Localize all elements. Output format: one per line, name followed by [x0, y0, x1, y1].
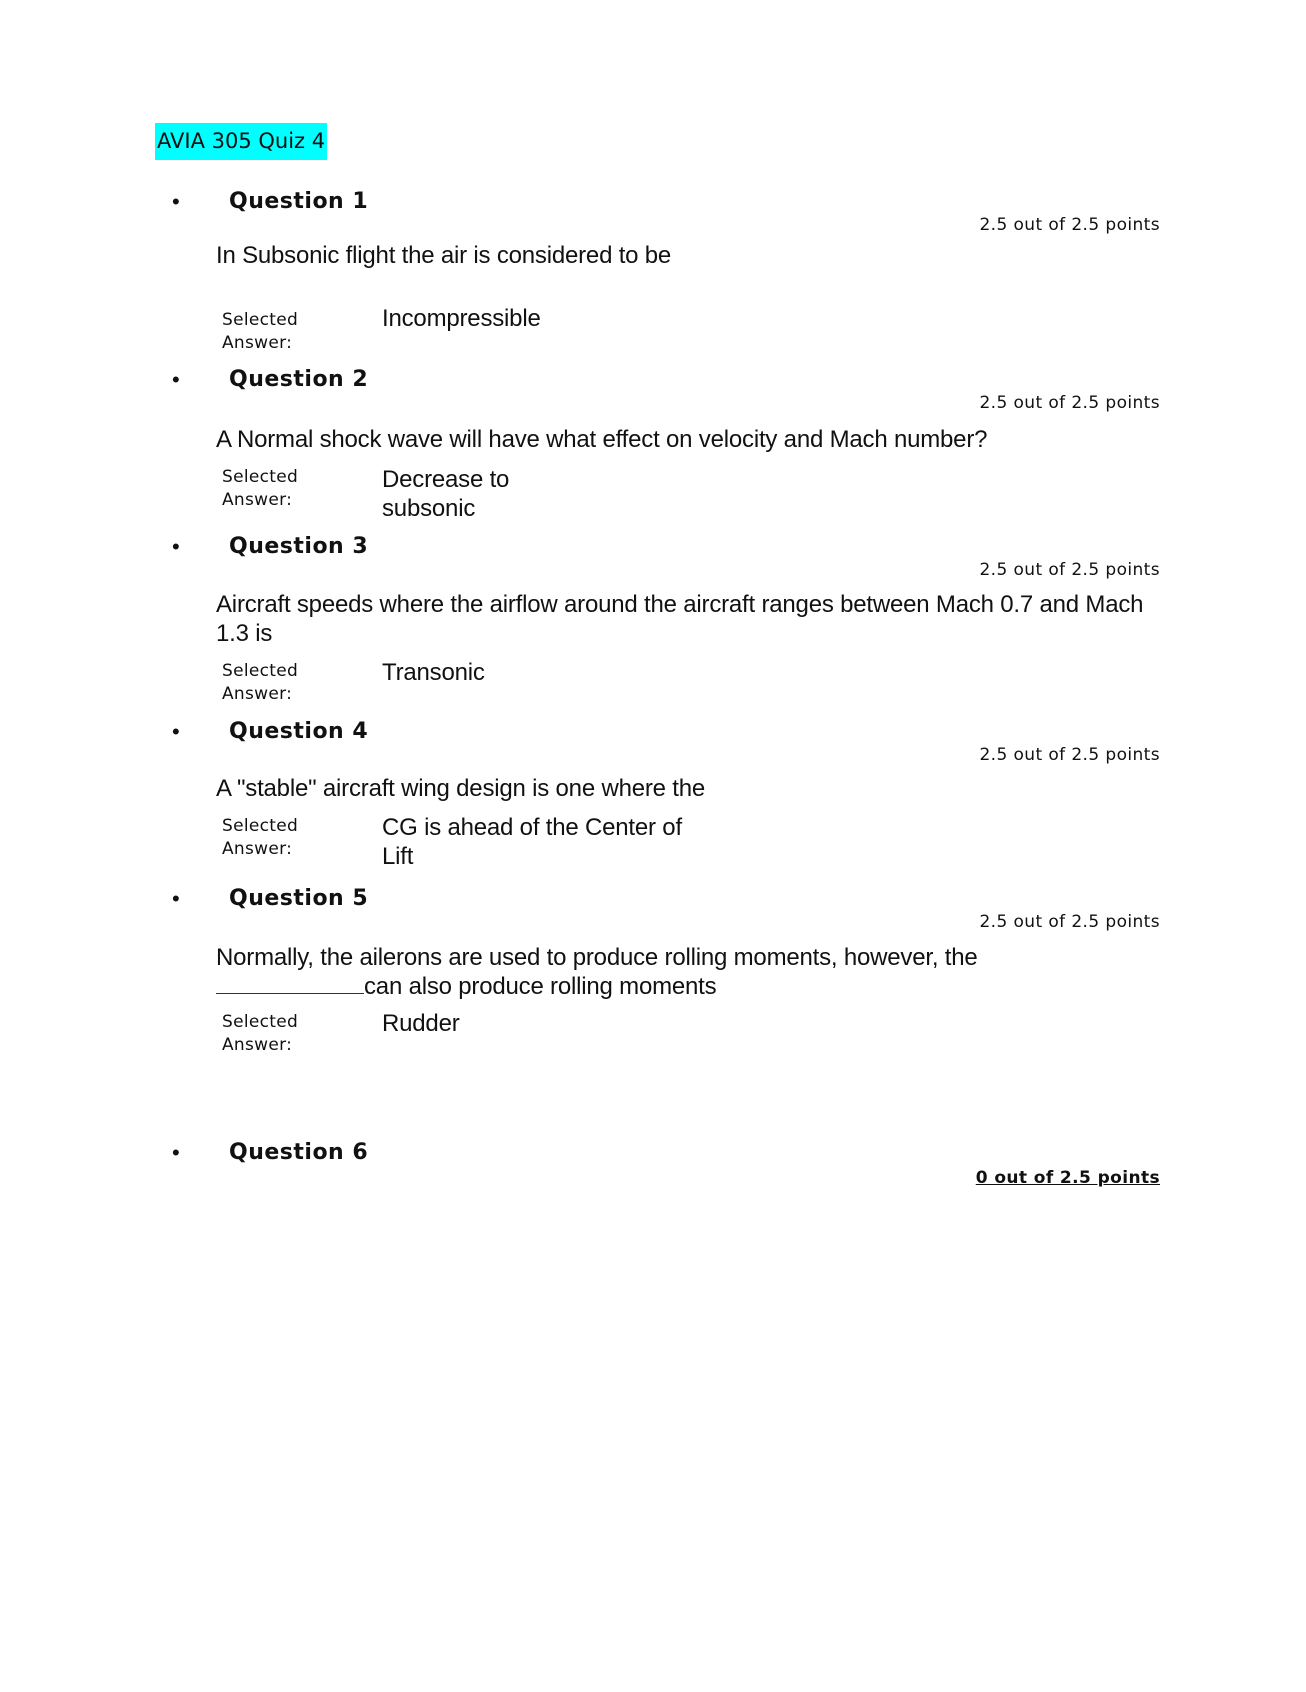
question-points: 2.5 out of 2.5 points [979, 393, 1160, 413]
question-heading: Question 2 [229, 367, 369, 392]
question-heading: Question 4 [229, 719, 369, 744]
bullet: • [172, 886, 180, 911]
selected-answer-label: Selected Answer: [222, 661, 299, 704]
question-points: 2.5 out of 2.5 points [979, 912, 1160, 932]
selected-answer-label: Selected Answer: [222, 816, 299, 859]
page-title: AVIA 305 Quiz 4 [155, 123, 327, 160]
bullet: • [172, 189, 180, 214]
question-heading: Question 3 [229, 534, 369, 559]
bullet: • [172, 534, 180, 559]
bullet: • [172, 719, 180, 744]
question-text: Aircraft speeds where the airflow around the aircraft ranges between Mach 0.7 and Mach 1.3 is [216, 591, 1144, 647]
selected-answer-label: Selected Answer: [222, 467, 299, 510]
question-heading: Question 5 [229, 886, 369, 911]
question-points: 2.5 out of 2.5 points [979, 745, 1160, 765]
question-heading: Question 1 [229, 189, 369, 214]
question-heading: Question 6 [229, 1140, 369, 1165]
question-points: 2.5 out of 2.5 points [979, 560, 1160, 580]
question-text-part: Normally, the ailerons are used to produce rolling moments, however, the [216, 944, 978, 971]
question-text: In Subsonic flight the air is considered to be [216, 242, 672, 269]
selected-answer-value: Decrease to subsonic [382, 466, 510, 522]
selected-answer-value: Incompressible [382, 305, 541, 332]
question-text: A Normal shock wave will have what effect on velocity and Mach number? [216, 426, 988, 453]
question-text [216, 943, 1046, 1001]
bullet: • [172, 1140, 180, 1165]
question-text-part: can also produce rolling moments [364, 973, 717, 1000]
selected-answer-value: Transonic [382, 659, 485, 686]
selected-answer-value: CG is ahead of the Center of Lift [382, 814, 682, 870]
bullet: • [172, 367, 180, 392]
answer-blank [216, 981, 364, 994]
question-points: 2.5 out of 2.5 points [979, 215, 1160, 235]
selected-answer-label: Selected Answer: [222, 1012, 299, 1055]
selected-answer-value: Rudder [382, 1010, 460, 1037]
question-points: 0 out of 2.5 points [975, 1168, 1160, 1188]
question-text: A "stable" aircraft wing design is one where the [216, 775, 706, 802]
selected-answer-label: Selected Answer: [222, 310, 299, 353]
